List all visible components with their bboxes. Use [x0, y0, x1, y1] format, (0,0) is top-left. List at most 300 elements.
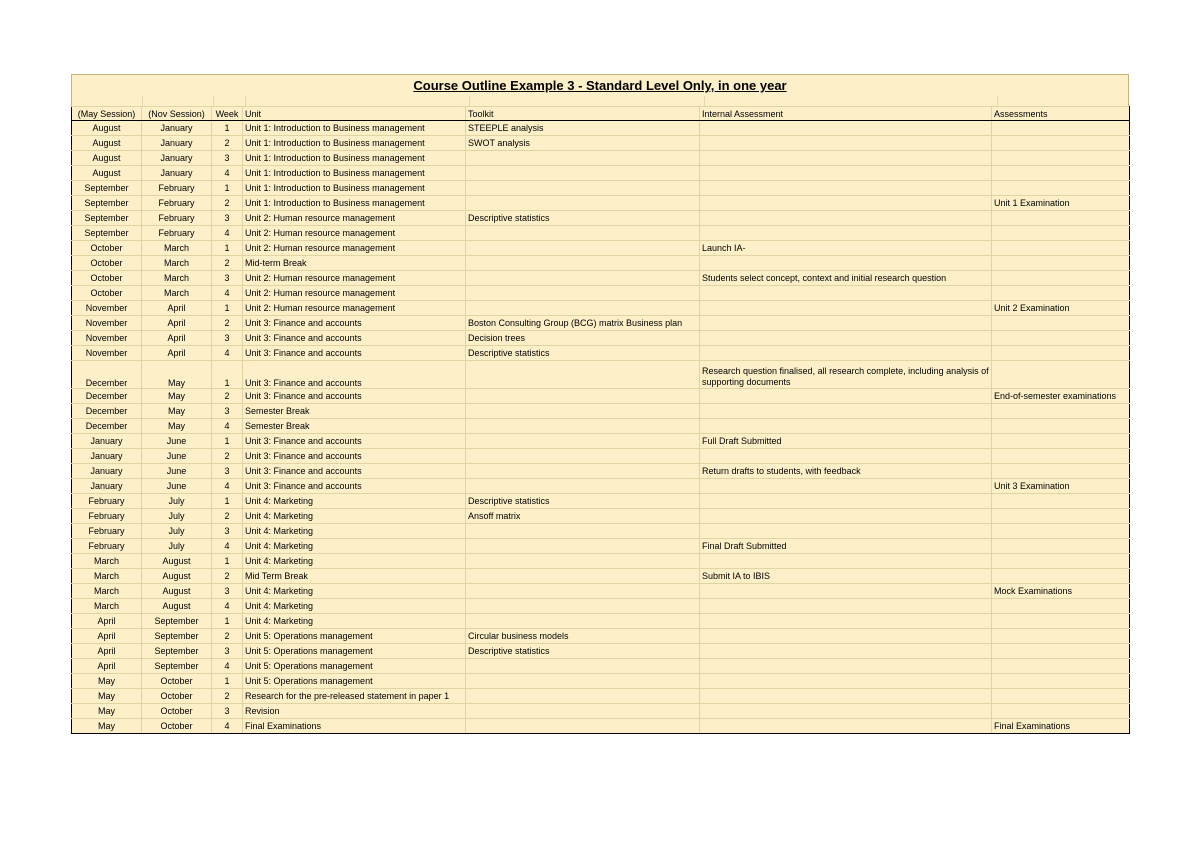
- cell-unit: Unit 3: Finance and accounts: [243, 449, 466, 464]
- cell-assessments: [992, 346, 1130, 361]
- cell-nov-session: July: [142, 494, 212, 509]
- table-row: [72, 659, 1130, 674]
- cell-may-session: August: [72, 136, 142, 151]
- table-row: [72, 719, 1130, 734]
- cell-week: 2: [212, 629, 243, 644]
- cell-week: 4: [212, 346, 243, 361]
- cell-unit: Unit 5: Operations management: [243, 659, 466, 674]
- table-row: [72, 181, 1130, 196]
- cell-unit: Unit 4: Marketing: [243, 614, 466, 629]
- cell-assessments: [992, 464, 1130, 479]
- cell-week: 4: [212, 286, 243, 301]
- header-internal-assessment: Internal Assessment: [700, 107, 992, 121]
- cell-nov-session: May: [142, 419, 212, 434]
- table-row: [72, 449, 1130, 464]
- cell-nov-session: August: [142, 584, 212, 599]
- blank-cell: [470, 96, 705, 106]
- cell-unit: Unit 1: Introduction to Business management: [243, 181, 466, 196]
- cell-toolkit: Circular business models: [466, 629, 700, 644]
- cell-nov-session: July: [142, 509, 212, 524]
- table-row: [72, 494, 1130, 509]
- cell-nov-session: April: [142, 331, 212, 346]
- cell-toolkit: [466, 256, 700, 271]
- blank-cell: [214, 96, 246, 106]
- cell-internal-assessment: [700, 121, 992, 136]
- cell-may-session: May: [72, 719, 142, 734]
- cell-assessments: [992, 644, 1130, 659]
- cell-unit: Unit 1: Introduction to Business management: [243, 166, 466, 181]
- cell-toolkit: [466, 614, 700, 629]
- table-row: [72, 404, 1130, 419]
- cell-internal-assessment: [700, 614, 992, 629]
- table-row: [72, 361, 1130, 389]
- cell-week: 3: [212, 704, 243, 719]
- cell-assessments: [992, 539, 1130, 554]
- cell-unit: Unit 3: Finance and accounts: [243, 331, 466, 346]
- table-row: [72, 136, 1130, 151]
- blank-cell: [143, 96, 214, 106]
- cell-assessments: [992, 241, 1130, 256]
- cell-nov-session: August: [142, 569, 212, 584]
- cell-toolkit: STEEPLE analysis: [466, 121, 700, 136]
- blank-cell: [72, 96, 143, 106]
- cell-toolkit: [466, 689, 700, 704]
- cell-nov-session: October: [142, 719, 212, 734]
- cell-unit: Unit 4: Marketing: [243, 539, 466, 554]
- cell-unit: Unit 4: Marketing: [243, 509, 466, 524]
- cell-assessments: [992, 509, 1130, 524]
- cell-assessments: [992, 286, 1130, 301]
- cell-assessments: [992, 271, 1130, 286]
- table-row: [72, 389, 1130, 404]
- cell-internal-assessment: Students select concept, context and initial research question: [700, 271, 992, 286]
- cell-may-session: January: [72, 479, 142, 494]
- cell-week: 3: [212, 584, 243, 599]
- cell-week: 2: [212, 449, 243, 464]
- cell-toolkit: [466, 554, 700, 569]
- cell-nov-session: May: [142, 404, 212, 419]
- table-row: [72, 644, 1130, 659]
- cell-may-session: October: [72, 286, 142, 301]
- cell-week: 4: [212, 599, 243, 614]
- cell-week: 1: [212, 361, 243, 389]
- cell-toolkit: [466, 704, 700, 719]
- cell-may-session: May: [72, 689, 142, 704]
- cell-internal-assessment: [700, 419, 992, 434]
- cell-unit: Final Examinations: [243, 719, 466, 734]
- cell-may-session: December: [72, 389, 142, 404]
- cell-week: 4: [212, 226, 243, 241]
- cell-may-session: May: [72, 674, 142, 689]
- cell-toolkit: [466, 464, 700, 479]
- blank-cell: [705, 96, 998, 106]
- cell-assessments: [992, 136, 1130, 151]
- cell-week: 4: [212, 166, 243, 181]
- cell-may-session: September: [72, 196, 142, 211]
- cell-nov-session: May: [142, 361, 212, 389]
- cell-assessments: [992, 524, 1130, 539]
- table-row: [72, 316, 1130, 331]
- cell-unit: Semester Break: [243, 419, 466, 434]
- cell-week: 2: [212, 256, 243, 271]
- cell-internal-assessment: [700, 404, 992, 419]
- table-row: [72, 331, 1130, 346]
- table-row: [72, 689, 1130, 704]
- table-row: [72, 196, 1130, 211]
- cell-internal-assessment: [700, 449, 992, 464]
- cell-unit: Unit 4: Marketing: [243, 599, 466, 614]
- cell-assessments: [992, 434, 1130, 449]
- cell-unit: Unit 1: Introduction to Business management: [243, 121, 466, 136]
- course-outline-table: [71, 106, 1130, 734]
- cell-unit: Unit 2: Human resource management: [243, 286, 466, 301]
- cell-week: 1: [212, 494, 243, 509]
- cell-may-session: February: [72, 509, 142, 524]
- cell-may-session: October: [72, 241, 142, 256]
- table-row: [72, 509, 1130, 524]
- cell-week: 2: [212, 196, 243, 211]
- cell-may-session: November: [72, 346, 142, 361]
- cell-unit: Unit 4: Marketing: [243, 494, 466, 509]
- cell-toolkit: [466, 301, 700, 316]
- cell-toolkit: Descriptive statistics: [466, 644, 700, 659]
- cell-unit: Unit 5: Operations management: [243, 644, 466, 659]
- cell-assessments: [992, 121, 1130, 136]
- cell-week: 3: [212, 464, 243, 479]
- cell-internal-assessment: Research question finalised, all research complete, including analysis of supporting documents: [700, 361, 992, 389]
- cell-toolkit: [466, 404, 700, 419]
- cell-internal-assessment: [700, 659, 992, 674]
- cell-nov-session: March: [142, 241, 212, 256]
- cell-nov-session: August: [142, 554, 212, 569]
- cell-internal-assessment: [700, 494, 992, 509]
- blank-cell: [998, 96, 1128, 106]
- table-row: [72, 479, 1130, 494]
- cell-nov-session: January: [142, 166, 212, 181]
- table-row: [72, 674, 1130, 689]
- cell-may-session: December: [72, 419, 142, 434]
- cell-week: 2: [212, 136, 243, 151]
- cell-assessments: End-of-semester examinations: [992, 389, 1130, 404]
- cell-may-session: December: [72, 404, 142, 419]
- table-row: [72, 151, 1130, 166]
- cell-nov-session: February: [142, 211, 212, 226]
- cell-internal-assessment: [700, 689, 992, 704]
- cell-nov-session: June: [142, 434, 212, 449]
- table-row: [72, 524, 1130, 539]
- cell-unit: Unit 3: Finance and accounts: [243, 389, 466, 404]
- header-toolkit: Toolkit: [466, 107, 700, 121]
- cell-internal-assessment: [700, 509, 992, 524]
- cell-toolkit: [466, 584, 700, 599]
- cell-may-session: March: [72, 554, 142, 569]
- cell-assessments: [992, 659, 1130, 674]
- table-row: [72, 584, 1130, 599]
- cell-nov-session: January: [142, 151, 212, 166]
- cell-toolkit: [466, 674, 700, 689]
- cell-toolkit: Decision trees: [466, 331, 700, 346]
- table-row: [72, 121, 1130, 136]
- cell-internal-assessment: [700, 331, 992, 346]
- cell-assessments: [992, 704, 1130, 719]
- header-may-session: (May Session): [72, 107, 142, 121]
- cell-assessments: [992, 211, 1130, 226]
- cell-internal-assessment: [700, 301, 992, 316]
- cell-nov-session: April: [142, 346, 212, 361]
- title-row: [71, 74, 1129, 96]
- cell-nov-session: May: [142, 389, 212, 404]
- cell-internal-assessment: [700, 554, 992, 569]
- cell-nov-session: March: [142, 256, 212, 271]
- cell-assessments: Final Examinations: [992, 719, 1130, 734]
- cell-may-session: August: [72, 121, 142, 136]
- cell-assessments: [992, 449, 1130, 464]
- cell-toolkit: [466, 151, 700, 166]
- cell-nov-session: July: [142, 539, 212, 554]
- cell-may-session: November: [72, 316, 142, 331]
- cell-week: 4: [212, 539, 243, 554]
- cell-toolkit: [466, 419, 700, 434]
- cell-unit: Unit 2: Human resource management: [243, 211, 466, 226]
- table-row: [72, 241, 1130, 256]
- cell-unit: Unit 2: Human resource management: [243, 241, 466, 256]
- cell-week: 4: [212, 659, 243, 674]
- cell-unit: Unit 4: Marketing: [243, 524, 466, 539]
- cell-internal-assessment: [700, 599, 992, 614]
- cell-toolkit: [466, 226, 700, 241]
- cell-assessments: [992, 554, 1130, 569]
- cell-internal-assessment: Submit IA to IBIS: [700, 569, 992, 584]
- cell-week: 2: [212, 316, 243, 331]
- cell-unit: Research for the pre-released statement in paper 1: [243, 689, 466, 704]
- cell-unit: Unit 1: Introduction to Business management: [243, 136, 466, 151]
- cell-nov-session: August: [142, 599, 212, 614]
- cell-assessments: Mock Examinations: [992, 584, 1130, 599]
- table-row: [72, 599, 1130, 614]
- cell-toolkit: [466, 539, 700, 554]
- cell-internal-assessment: Return drafts to students, with feedback: [700, 464, 992, 479]
- cell-internal-assessment: [700, 196, 992, 211]
- cell-internal-assessment: [700, 644, 992, 659]
- cell-internal-assessment: [700, 584, 992, 599]
- cell-assessments: [992, 689, 1130, 704]
- cell-assessments: [992, 226, 1130, 241]
- cell-may-session: March: [72, 569, 142, 584]
- cell-week: 1: [212, 301, 243, 316]
- cell-week: 1: [212, 434, 243, 449]
- cell-internal-assessment: Launch IA-: [700, 241, 992, 256]
- cell-internal-assessment: [700, 226, 992, 241]
- cell-assessments: [992, 494, 1130, 509]
- cell-nov-session: February: [142, 181, 212, 196]
- cell-toolkit: [466, 271, 700, 286]
- cell-toolkit: [466, 719, 700, 734]
- table-row: [72, 271, 1130, 286]
- cell-internal-assessment: [700, 256, 992, 271]
- blank-cell: [246, 96, 470, 106]
- cell-week: 3: [212, 331, 243, 346]
- cell-toolkit: [466, 389, 700, 404]
- cell-may-session: August: [72, 166, 142, 181]
- cell-week: 4: [212, 419, 243, 434]
- cell-toolkit: Descriptive statistics: [466, 494, 700, 509]
- table-row: [72, 704, 1130, 719]
- cell-may-session: February: [72, 494, 142, 509]
- cell-unit: Mid-term Break: [243, 256, 466, 271]
- cell-assessments: [992, 151, 1130, 166]
- cell-nov-session: September: [142, 659, 212, 674]
- cell-unit: Unit 3: Finance and accounts: [243, 361, 466, 389]
- cell-may-session: April: [72, 629, 142, 644]
- cell-week: 1: [212, 121, 243, 136]
- cell-nov-session: June: [142, 449, 212, 464]
- cell-nov-session: June: [142, 479, 212, 494]
- cell-nov-session: October: [142, 674, 212, 689]
- cell-toolkit: SWOT analysis: [466, 136, 700, 151]
- cell-may-session: September: [72, 181, 142, 196]
- cell-unit: Unit 3: Finance and accounts: [243, 316, 466, 331]
- cell-assessments: Unit 3 Examination: [992, 479, 1130, 494]
- cell-nov-session: January: [142, 136, 212, 151]
- cell-week: 3: [212, 271, 243, 286]
- table-row: [72, 301, 1130, 316]
- cell-internal-assessment: [700, 166, 992, 181]
- cell-nov-session: March: [142, 271, 212, 286]
- table-row: [72, 286, 1130, 301]
- cell-may-session: April: [72, 614, 142, 629]
- cell-assessments: [992, 331, 1130, 346]
- table-row: [72, 434, 1130, 449]
- cell-internal-assessment: [700, 479, 992, 494]
- header-row: [72, 107, 1130, 121]
- cell-may-session: April: [72, 644, 142, 659]
- cell-week: 1: [212, 614, 243, 629]
- cell-unit: Unit 4: Marketing: [243, 554, 466, 569]
- cell-nov-session: October: [142, 689, 212, 704]
- header-nov-session: (Nov Session): [142, 107, 212, 121]
- cell-internal-assessment: [700, 181, 992, 196]
- cell-nov-session: February: [142, 226, 212, 241]
- cell-toolkit: [466, 361, 700, 389]
- cell-week: 2: [212, 509, 243, 524]
- cell-may-session: October: [72, 271, 142, 286]
- cell-unit: Unit 4: Marketing: [243, 584, 466, 599]
- cell-internal-assessment: [700, 346, 992, 361]
- cell-unit: Unit 1: Introduction to Business management: [243, 196, 466, 211]
- cell-unit: Unit 3: Finance and accounts: [243, 464, 466, 479]
- cell-week: 2: [212, 569, 243, 584]
- cell-unit: Unit 1: Introduction to Business management: [243, 151, 466, 166]
- table-row: [72, 256, 1130, 271]
- table-row: [72, 464, 1130, 479]
- cell-may-session: May: [72, 704, 142, 719]
- cell-nov-session: February: [142, 196, 212, 211]
- cell-toolkit: [466, 181, 700, 196]
- cell-assessments: [992, 599, 1130, 614]
- cell-week: 4: [212, 479, 243, 494]
- cell-nov-session: April: [142, 316, 212, 331]
- cell-may-session: March: [72, 599, 142, 614]
- table-row: [72, 539, 1130, 554]
- cell-unit: Unit 5: Operations management: [243, 629, 466, 644]
- cell-toolkit: Descriptive statistics: [466, 346, 700, 361]
- table-body: [72, 121, 1130, 734]
- cell-unit: Unit 3: Finance and accounts: [243, 479, 466, 494]
- cell-week: 1: [212, 674, 243, 689]
- table-row: [72, 614, 1130, 629]
- cell-unit: Unit 3: Finance and accounts: [243, 434, 466, 449]
- cell-assessments: [992, 569, 1130, 584]
- blank-row: [71, 96, 1129, 106]
- cell-assessments: Unit 2 Examination: [992, 301, 1130, 316]
- cell-nov-session: April: [142, 301, 212, 316]
- cell-nov-session: June: [142, 464, 212, 479]
- course-outline-sheet: [71, 74, 1129, 734]
- cell-internal-assessment: [700, 151, 992, 166]
- cell-assessments: [992, 166, 1130, 181]
- table-row: [72, 554, 1130, 569]
- cell-internal-assessment: [700, 704, 992, 719]
- cell-internal-assessment: [700, 674, 992, 689]
- cell-week: 2: [212, 689, 243, 704]
- cell-assessments: [992, 316, 1130, 331]
- cell-internal-assessment: [700, 719, 992, 734]
- cell-assessments: [992, 614, 1130, 629]
- cell-assessments: [992, 181, 1130, 196]
- table-row: [72, 569, 1130, 584]
- cell-may-session: August: [72, 151, 142, 166]
- cell-toolkit: [466, 659, 700, 674]
- cell-toolkit: [466, 569, 700, 584]
- cell-week: 1: [212, 554, 243, 569]
- cell-assessments: [992, 256, 1130, 271]
- cell-may-session: November: [72, 331, 142, 346]
- cell-may-session: November: [72, 301, 142, 316]
- table-row: [72, 629, 1130, 644]
- cell-may-session: September: [72, 226, 142, 241]
- cell-internal-assessment: Full Draft Submitted: [700, 434, 992, 449]
- page-title: Course Outline Example 3 - Standard Level Only, in one year: [413, 78, 787, 93]
- cell-may-session: April: [72, 659, 142, 674]
- cell-may-session: September: [72, 211, 142, 226]
- cell-week: 3: [212, 151, 243, 166]
- cell-toolkit: [466, 166, 700, 181]
- cell-internal-assessment: Final Draft Submitted: [700, 539, 992, 554]
- cell-internal-assessment: [700, 524, 992, 539]
- cell-toolkit: [466, 479, 700, 494]
- cell-week: 1: [212, 181, 243, 196]
- cell-nov-session: January: [142, 121, 212, 136]
- cell-nov-session: July: [142, 524, 212, 539]
- cell-assessments: [992, 419, 1130, 434]
- cell-unit: Unit 2: Human resource management: [243, 226, 466, 241]
- cell-week: 2: [212, 389, 243, 404]
- cell-assessments: [992, 629, 1130, 644]
- table-row: [72, 166, 1130, 181]
- cell-internal-assessment: [700, 136, 992, 151]
- cell-nov-session: October: [142, 704, 212, 719]
- cell-internal-assessment: [700, 389, 992, 404]
- cell-week: 3: [212, 211, 243, 226]
- cell-toolkit: [466, 286, 700, 301]
- cell-nov-session: March: [142, 286, 212, 301]
- cell-internal-assessment: [700, 286, 992, 301]
- table-row: [72, 226, 1130, 241]
- cell-week: 3: [212, 404, 243, 419]
- cell-toolkit: [466, 241, 700, 256]
- cell-toolkit: [466, 524, 700, 539]
- cell-week: 1: [212, 241, 243, 256]
